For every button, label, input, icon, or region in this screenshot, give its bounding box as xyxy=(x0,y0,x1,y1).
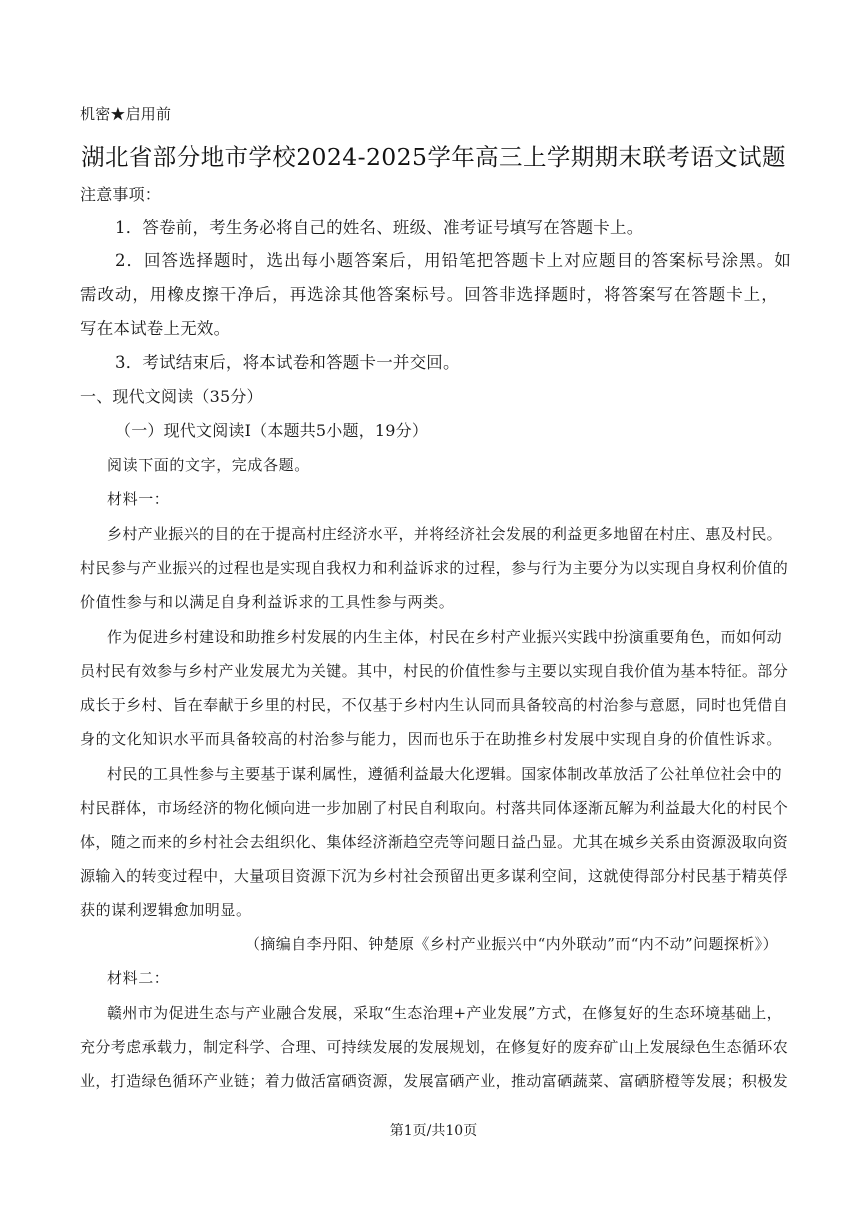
notice-item-2-line-3: 写在本试卷上无效。 xyxy=(80,319,231,338)
notice-item-1: 1．答卷前，考生务必将自己的姓名、班级、准考证号填写在答题卡上。 xyxy=(115,218,644,237)
material-2-paragraph-1-line-1: 赣州市为促进生态与产业融合发展，采取“生态治理+产业发展”方式，在修复好的生态环境基础上， xyxy=(107,1004,782,1022)
material-1-paragraph-2-line-1: 作为促进乡村建设和助推乡村发展的内生主体，村民在乡村产业振兴实践中扮演重要角色，而如何动 xyxy=(107,628,782,646)
notice-item-2-line-2: 需改动，用橡皮擦干净后，再选涂其他答案标号。回答非选择题时，将答案写在答题卡上， xyxy=(80,285,778,304)
reading-instruction: 阅读下面的文字，完成各题。 xyxy=(107,456,310,474)
material-1-paragraph-1-line-2: 村民参与产业振兴的过程也是实现自我权力和利益诉求的过程，参与行为主要分为以实现自身权利价值的 xyxy=(80,559,788,577)
page-footer: 第1页/共10页 xyxy=(389,1123,478,1139)
material-1-label: 材料一： xyxy=(107,490,170,508)
material-1-paragraph-1-line-3: 价值性参与和以满足自身利益诉求的工具性参与两类。 xyxy=(80,593,455,611)
notice-heading: 注意事项： xyxy=(80,185,162,204)
material-1-paragraph-3-line-1: 村民的工具性参与主要基于谋利属性，遵循利益最大化逻辑。国家体制改革放活了公社单位社会中的 xyxy=(107,765,782,783)
material-1-paragraph-3-line-4: 源输入的转变过程中，大量项目资源下沉为乡村社会预留出更多谋利空间，这就使得部分村民基于精英俘 xyxy=(80,867,788,885)
material-1-paragraph-2-line-2: 员村民有效参与乡村产业发展尤为关键。其中，村民的价值性参与主要以实现自我价值为基本特征。部分 xyxy=(80,662,788,680)
material-2-paragraph-1-line-2: 充分考虑承载力，制定科学、合理、可持续发展的发展规划，在修复好的废弃矿山上发展绿色生态循环农 xyxy=(80,1038,788,1056)
material-1-paragraph-3-line-3: 体，随之而来的乡村社会去组织化、集体经济渐趋空壳等问题日益凸显。尤其在城乡关系由资源汲取向资 xyxy=(80,833,788,851)
material-1-paragraph-3-line-2: 村民群体，市场经济的物化倾向进一步加剧了村民自利取向。村落共同体逐渐瓦解为利益最大化的村民个 xyxy=(80,799,788,817)
notice-item-3: 3．考试结束后，将本试卷和答题卡一并交回。 xyxy=(115,353,460,372)
material-1-paragraph-1-line-1: 乡村产业振兴的目的在于提高村庄经济水平，并将经济社会发展的利益更多地留在村庄、惠及村民。 xyxy=(107,525,782,543)
page-title: 湖北省部分地市学校2024-2025学年高三上学期期末联考语文试题 xyxy=(81,143,786,171)
material-1-paragraph-3-line-5: 获的谋利逻辑愈加明显。 xyxy=(80,901,252,919)
material-1-paragraph-2-line-3: 成长于乡村、旨在奉献于乡里的村民，不仅基于乡村内生认同而具备较高的村治参与意愿，同时也凭借自 xyxy=(80,696,788,714)
section-heading: 一、现代文阅读（35分） xyxy=(80,387,263,406)
subsection-heading: （一）现代文阅读Ⅰ（本题共5小题，19分） xyxy=(115,421,429,440)
notice-item-2-line-1: 2．回答选择题时，选出每小题答案后，用铅笔把答题卡上对应题目的答案标号涂黑。如 xyxy=(115,251,791,270)
material-1-source: （摘编自李丹阳、钟楚原《乡村产业振兴中“内外联动”而“内不动”问题探析》） xyxy=(245,935,778,953)
confidential-label: 机密★启用前 xyxy=(80,105,172,123)
material-2-paragraph-1-line-3: 业，打造绿色循环产业链；着力做活富硒资源，发展富硒产业，推动富硒蔬菜、富硒脐橙等发展；积极发 xyxy=(80,1072,788,1090)
material-2-label: 材料二： xyxy=(107,969,170,987)
material-1-paragraph-2-line-4: 身的文化知识水平而具备较高的村治参与能力，因而也乐于在助推乡村发展中实现自身的价值性诉求。 xyxy=(80,730,783,748)
